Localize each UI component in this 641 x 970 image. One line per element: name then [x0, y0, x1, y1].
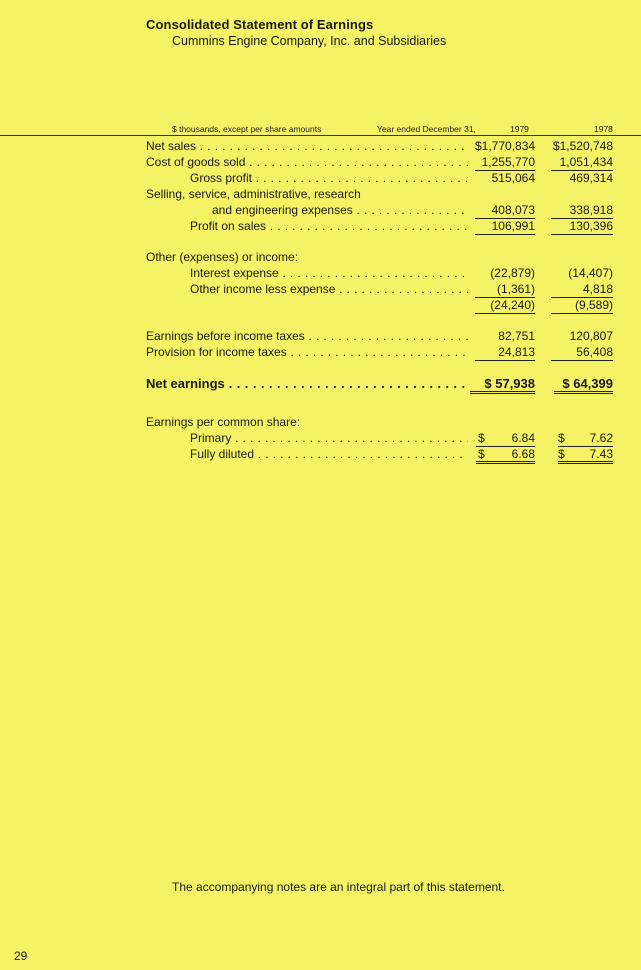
row-other-income [0, 282, 641, 298]
row-label: Earnings per common share: [146, 415, 301, 429]
value-1978: 469,314 [569, 171, 613, 185]
row-label: Primary . . . [190, 431, 468, 446]
row-interest [0, 266, 641, 282]
value-1979: (24,240) [475, 298, 535, 314]
company-subtitle: Cummins Engine Company, Inc. and Subsidiaries [172, 34, 447, 48]
value-1978: $1,520,748 [552, 139, 613, 153]
value-1978: 56,408 [551, 345, 613, 361]
row-selling-line2 [0, 203, 641, 219]
value-1978: 338,918 [551, 203, 613, 219]
page-number: 29 [14, 949, 28, 963]
value-1979: 6.84 [511, 431, 535, 445]
row-eps-primary [0, 431, 641, 447]
footnote: The accompanying notes are an integral part of this statement. [172, 880, 505, 894]
value-1978: 7.62 [589, 431, 613, 445]
row-selling-line1 [0, 187, 641, 203]
row-gross-profit [0, 171, 641, 187]
value-1979: 24,813 [475, 345, 535, 361]
year-1978-header: 1978 [594, 124, 613, 134]
value-1978: 4,818 [551, 282, 613, 298]
value-1979: 515,064 [491, 171, 535, 185]
year-1979-header: 1979 [510, 124, 529, 134]
value-1979: 106,991 [475, 219, 535, 235]
row-label: Other (expenses) or income: [146, 250, 299, 264]
dollar-sign: $ [478, 447, 485, 461]
row-earnings-before-tax [0, 329, 641, 345]
row-eps-header [0, 415, 641, 431]
header-rule [0, 135, 641, 136]
row-label: and engineering expenses . . . [212, 203, 468, 218]
row-label: Fully diluted . . . [190, 447, 468, 462]
value-1979: $1,770,834 [475, 139, 536, 153]
row-profit-on-sales [0, 219, 641, 235]
row-label: Net earnings . . . [146, 376, 468, 391]
value-1979: 82,751 [498, 329, 535, 343]
row-label: Other income less expense . . . [190, 282, 468, 297]
value-1979: 408,073 [475, 203, 535, 219]
row-eps-fully-diluted [0, 447, 641, 463]
value-1979: (22,879) [490, 266, 535, 280]
row-label: Net sales . . . [146, 139, 468, 154]
row-other-total [0, 298, 641, 314]
row-label: Interest expense . . . [190, 266, 468, 281]
row-net-sales [0, 139, 641, 155]
value-1979: (1,361) [475, 282, 535, 298]
value-1978: (9,589) [551, 298, 613, 314]
value-1978: $ 64,399 [554, 376, 613, 394]
row-net-earnings [0, 376, 641, 394]
row-cogs [0, 155, 641, 171]
dollar-sign: $ [558, 447, 565, 461]
units-header: $ thousands, except per share amounts [172, 124, 322, 134]
row-label: Gross profit . . . [190, 171, 468, 186]
value-1978: 7.43 [589, 447, 613, 461]
row-label: Cost of goods sold . . . [146, 155, 468, 170]
row-income-tax [0, 345, 641, 361]
value-1978: 130,396 [551, 219, 613, 235]
row-other-header [0, 250, 641, 266]
row-label: Selling, service, administrative, research [146, 187, 361, 201]
period-header: Year ended December 31, [377, 124, 476, 134]
row-label: Provision for income taxes . . . [146, 345, 468, 360]
value-1979: $ 57,938 [470, 376, 535, 394]
row-label: Earnings before income taxes . . . [146, 329, 468, 344]
value-1979: 6.68 [511, 447, 535, 461]
dollar-sign: $ [558, 431, 565, 445]
value-1979: 1,255,770 [475, 155, 535, 171]
value-1978: 120,807 [569, 329, 613, 343]
statement-title: Consolidated Statement of Earnings [146, 17, 374, 32]
dollar-sign: $ [478, 431, 485, 445]
value-1978: (14,407) [568, 266, 613, 280]
value-1978: 1,051,434 [551, 155, 613, 171]
row-label: Profit on sales . . . [190, 219, 468, 234]
